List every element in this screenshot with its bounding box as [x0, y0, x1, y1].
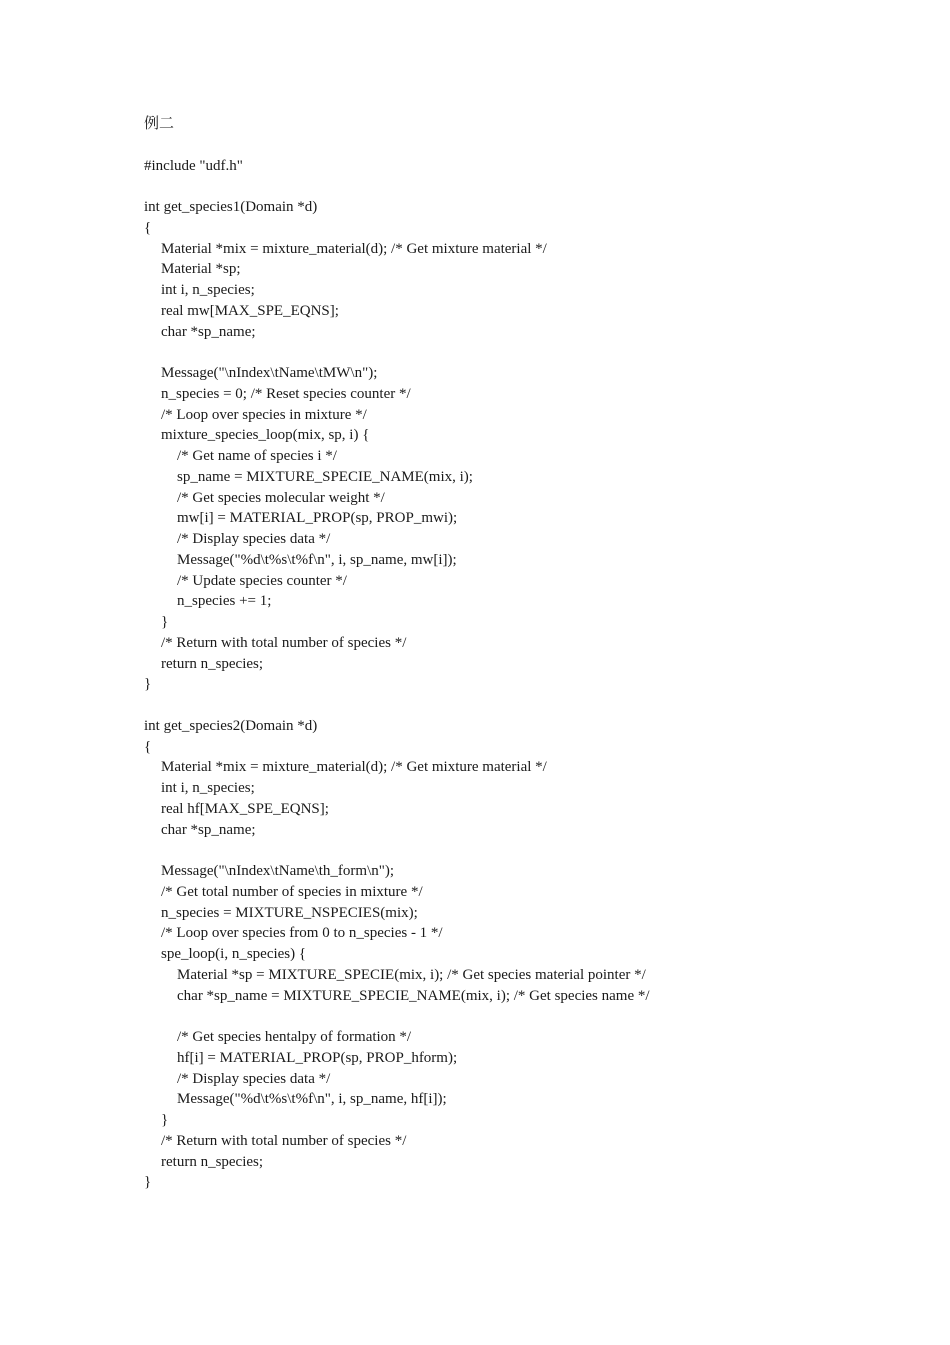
- code-line: real mw[MAX_SPE_EQNS];: [161, 302, 339, 319]
- blank-line: [144, 1006, 904, 1027]
- code-line: Message("\nIndex\tName\tMW\n");: [161, 365, 378, 381]
- code-line: int get_species2(Domain *d): [144, 717, 318, 734]
- code-line: /* Get name of species i */: [177, 448, 337, 464]
- code-line: /* Return with total number of species */: [161, 1132, 407, 1149]
- code-line: char *sp_name = MIXTURE_SPECIE_NAME(mix, i); /* Get species name */: [177, 987, 650, 1004]
- blank-line: [144, 840, 904, 861]
- code-line: }: [144, 1174, 152, 1191]
- code-line: /* Get species hentalpy of formation */: [177, 1029, 412, 1045]
- code-line: return n_species;: [161, 655, 264, 672]
- blank-line: [144, 342, 904, 363]
- document-body: [144, 114, 904, 1193]
- code-line: Material *mix = mixture_material(d); /* Get mixture material */: [161, 240, 547, 257]
- code-line: }: [161, 614, 169, 630]
- code-line: Message("%d\t%s\t%f\n", i, sp_name, hf[i]);: [177, 1091, 447, 1108]
- code-line: {: [144, 219, 152, 236]
- code-line: mixture_species_loop(mix, sp, i) {: [161, 427, 370, 444]
- code-line: Message("\nIndex\tName\th_form\n");: [161, 863, 395, 879]
- code-line: {: [144, 738, 152, 755]
- section-heading: 例二: [144, 116, 175, 132]
- code-line: return n_species;: [161, 1153, 264, 1170]
- code-line: Material *sp = MIXTURE_SPECIE(mix, i); /* Get species material pointer */: [177, 966, 646, 983]
- code-line: Message("%d\t%s\t%f\n", i, sp_name, mw[i]);: [177, 551, 457, 568]
- blank-line: [144, 176, 904, 197]
- code-line: /* Get species molecular weight */: [177, 489, 385, 506]
- code-line: n_species += 1;: [177, 593, 272, 610]
- code-line: /* Return with total number of species */: [161, 634, 407, 651]
- code-line: int i, n_species;: [161, 282, 255, 298]
- code-line: Material *sp;: [161, 261, 241, 278]
- code-line: mw[i] = MATERIAL_PROP(sp, PROP_mwi);: [177, 510, 458, 527]
- code-line: Material *mix = mixture_material(d); /* Get mixture material */: [161, 759, 547, 776]
- code-line: /* Get total number of species in mixture */: [161, 883, 423, 900]
- code-listing: [144, 135, 904, 1193]
- code-line: real hf[MAX_SPE_EQNS];: [161, 800, 329, 817]
- blank-line: [144, 695, 904, 716]
- code-line: /* Update species counter */: [177, 572, 347, 589]
- code-line: /* Loop over species in mixture */: [161, 406, 367, 423]
- code-line: int get_species1(Domain *d): [144, 199, 318, 215]
- code-line: n_species = MIXTURE_NSPECIES(mix);: [161, 904, 418, 921]
- blank-line: [144, 135, 904, 156]
- code-line: }: [144, 676, 152, 693]
- code-line: char *sp_name;: [161, 323, 256, 340]
- code-line: hf[i] = MATERIAL_PROP(sp, PROP_hform);: [177, 1049, 458, 1066]
- code-line: /* Loop over species from 0 to n_species - 1 */: [161, 925, 443, 942]
- code-line: int i, n_species;: [161, 780, 255, 796]
- code-line: sp_name = MIXTURE_SPECIE_NAME(mix, i);: [177, 468, 473, 485]
- code-line: /* Display species data */: [177, 1070, 331, 1087]
- code-line: }: [161, 1112, 169, 1128]
- code-line: n_species = 0; /* Reset species counter */: [161, 385, 411, 402]
- code-line: #include "udf.h": [144, 157, 243, 174]
- code-line: spe_loop(i, n_species) {: [161, 946, 307, 962]
- code-line: /* Display species data */: [177, 531, 331, 547]
- code-line: char *sp_name;: [161, 821, 256, 838]
